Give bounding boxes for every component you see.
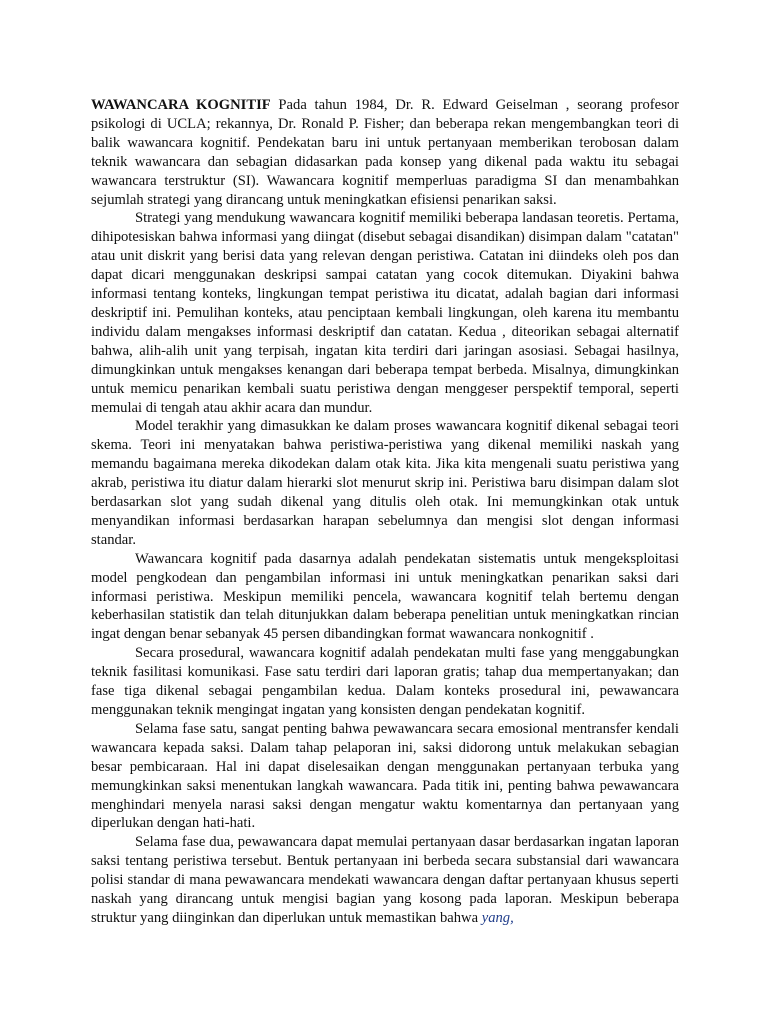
- document-body: [91, 96, 679, 928]
- paragraph-3: Model terakhir yang dimasukkan ke dalam proses wawancara kognitif dikenal sebagai teori skema. Teori ini menyatakan bahwa peristiwa-peristiwa yang dikenal memiliki naskah yang memandu bagaimana mereka dikodekan dalam otak kita. Jika kita mengenali suatu peristiwa yang akrab, peristiwa itu diatur dalam hierarki slot menurut skrip ini. Peristiwa baru disimpan dalam slot berdasarkan slot yang sudah dikenal yang ditulis oleh otak. Ini memungkinkan otak untuk menyandikan informasi berdasarkan harapan sebelumnya dan mengisi slot dengan informasi standar.: [91, 418, 679, 548]
- paragraph-1: [91, 96, 679, 209]
- paragraph-6: Selama fase satu, sangat penting bahwa pewawancara secara emosional mentransfer kendali wawancara kepada saksi. Dalam tahap pelaporan ini, saksi didorong untuk melakukan sebagian besar pembicaraan. Hal ini dapat diselesaikan dengan menggunakan pertanyaan terbuka yang memungkinkan saksi menentukan langkah wawancara. Pada titik ini, penting bahwa pewawancara menghindari menyela narasi saksi dengan mengatur waktu komentarnya dan pertanyaan yang diperlukan dengan hati-hati.: [91, 720, 679, 832]
- document-heading: WAWANCARA KOGNITIF: [91, 97, 271, 113]
- paragraph-5: Secara prosedural, wawancara kognitif adalah pendekatan multi fase yang menggabungkan teknik fasilitasi komunikasi. Fase satu terdiri dari laporan gratis; tahap dua mempertanyakan; dan fase tiga dikenal sebagai pengambilan kedua. Dalam konteks prosedural ini, pewawancara menggunakan teknik mengingat ingatan yang konsisten dengan pendekatan kognitif.: [91, 645, 679, 718]
- paragraph-2: Strategi yang mendukung wawancara kognitif memiliki beberapa landasan teoretis. Pertama, dihipotesiskan bahwa informasi yang diingat (disebut sebagai disandikan) disimpan dalam "catatan" atau unit diskrit yang berisi data yang relevan dengan peristiwa. Catatan ini diindeks oleh pos dan dapat dicari menggunakan deskripsi sampai catatan yang cocok ditemukan. Diyakini bahwa informasi tentang konteks, lingkungan tempat peristiwa itu dicatat, adalah bagian dari informasi deskriptif ini. Pemulihan konteks, atau penciptaan kembali lingkungan, oleh karena itu membantu individu dalam mengakses informasi deskriptif dan catatan. Kedua , diteorikan sebagai alternatif bahwa, alih-alih unit yang terpisah, ingatan kita terdiri dari jaringan asosiasi. Sebagai hasilnya, dimungkinkan untuk mengakses kenangan dari beberapa tempat berbeda. Misalnya, dimungkinkan untuk memicu penarikan kembali suatu peristiwa dengan menggeser perspektif temporal, seperti memulai di tengah atau akhir acara dan mundur.: [91, 210, 679, 416]
- paragraph-7-italic-word: yang,: [481, 909, 514, 926]
- paragraph-7-text: Selama fase dua, pewawancara dapat memulai pertanyaan dasar berdasarkan ingatan laporan saksi tentang peristiwa tersebut. Bentuk pertanyaan ini berbeda secara substansial dari wawancara polisi standar di mana pewawancara mendekati wawancara dengan daftar pertanyaan khusus seperti naskah yang dirancang untuk mengisi bagian yang kosong pada laporan. Meskipun beberapa struktur yang diinginkan dan diperlukan untuk memastikan bahwa: [91, 834, 679, 926]
- paragraph-1-text: Pada tahun 1984, Dr. R. Edward Geiselman , seorang profesor psikologi di UCLA; rekannya, Dr. Ronald P. Fisher; dan beberapa rekan mengembangkan teori di balik wawancara kognitif. Pendekatan baru ini untuk pertanyaan memberikan terobosan dalam teknik wawancara dan sebagian didasarkan pada konsep yang dikenal pada waktu itu sebagai wawancara terstruktur (SI). Wawancara kognitif memperluas paradigma SI dan menambahkan sejumlah strategi yang dirancang untuk meningkatkan efisiensi penarikan saksi.: [91, 97, 679, 208]
- paragraph-4: Wawancara kognitif pada dasarnya adalah pendekatan sistematis untuk mengeksploitasi model pengkodean dan pengambilan informasi ini untuk meningkatkan penarikan saksi dari informasi peristiwa. Meskipun memiliki pencela, wawancara kognitif telah bertemu dengan keberhasilan statistik dan telah ditunjukkan dalam beberapa penelitian untuk meningkatkan rincian ingat dengan benar sebanyak 45 persen dibandingkan format wawancara nonkognitif .: [91, 550, 679, 643]
- paragraph-7: [91, 833, 679, 928]
